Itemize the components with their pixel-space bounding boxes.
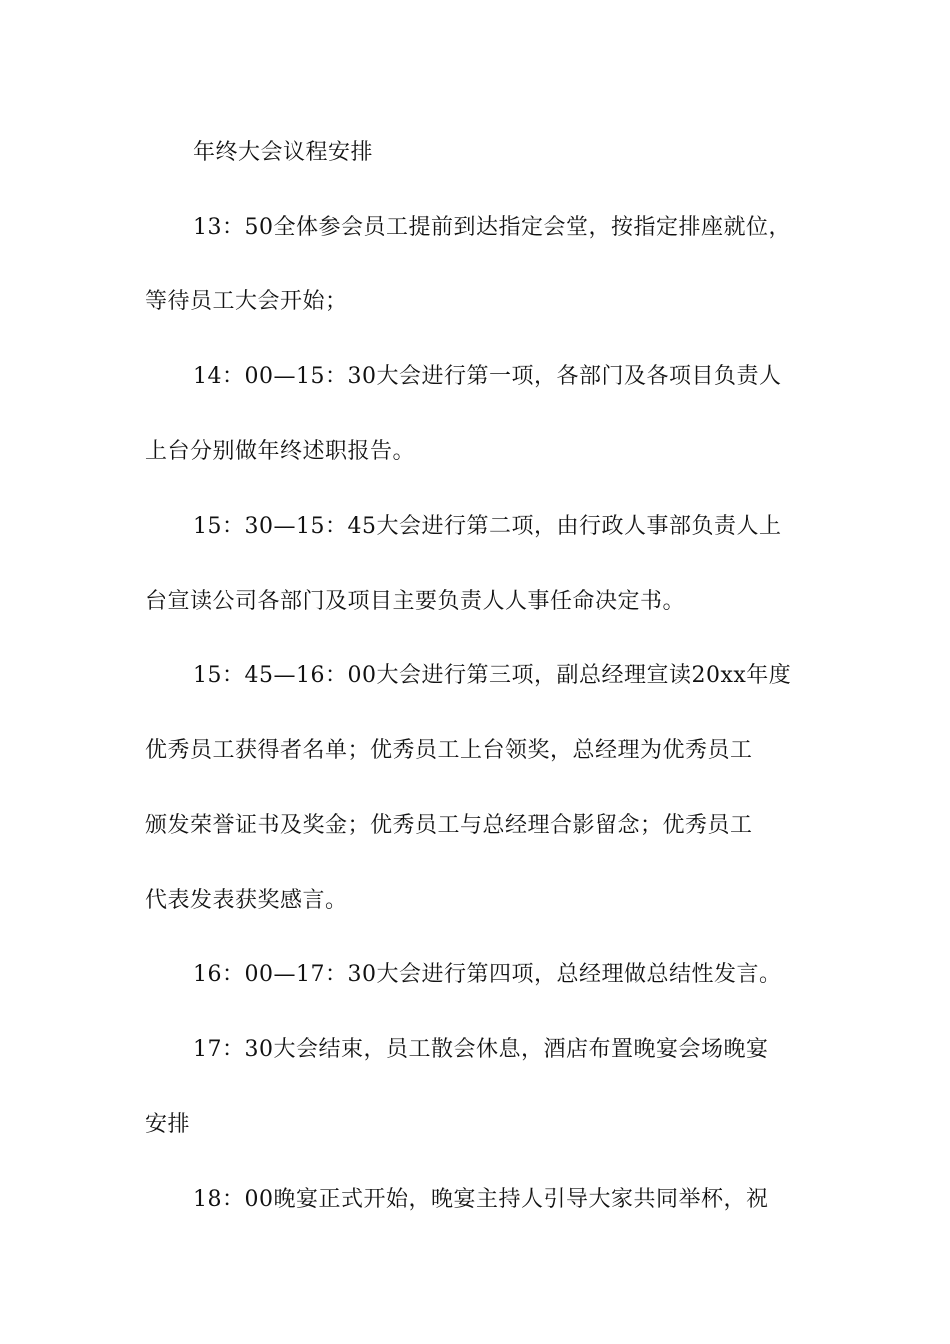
paragraph-line: 17：30大会结束，员工散会休息，酒店布置晚宴会场晚宴 [193,1037,769,1062]
paragraph-line: 优秀员工获得者名单；优秀员工上台领奖，总经理为优秀员工 [145,738,753,763]
paragraph-line: 安排 [145,1112,191,1137]
paragraph-line: 15：30—15：45大会进行第二项，由行政人事部负责人上 [193,514,782,539]
paragraph-line: 16：00—17：30大会进行第四项，总经理做总结性发言。 [193,962,782,987]
paragraph-line: 15：45—16：00大会进行第三项，副总经理宣读20xx年度 [193,663,792,688]
paragraph-line: 等待员工大会开始； [145,289,348,314]
paragraph-line: 上台分别做年终述职报告。 [145,439,416,464]
paragraph-line: 颁发荣誉证书及奖金；优秀员工与总经理合影留念；优秀员工 [145,813,753,838]
paragraph-line: 18：00晚宴正式开始，晚宴主持人引导大家共同举杯，祝 [193,1187,769,1212]
document-title: 年终大会议程安排 [193,140,374,165]
paragraph-line: 代表发表获奖感言。 [145,888,348,913]
paragraph-line: 台宣读公司各部门及项目主要负责人人事任命决定书。 [145,589,686,614]
paragraph-line: 14：00—15：30大会进行第一项，各部门及各项目负责人 [193,364,782,389]
paragraph-line: 13：50全体参会员工提前到达指定会堂，按指定排座就位， [193,215,791,240]
